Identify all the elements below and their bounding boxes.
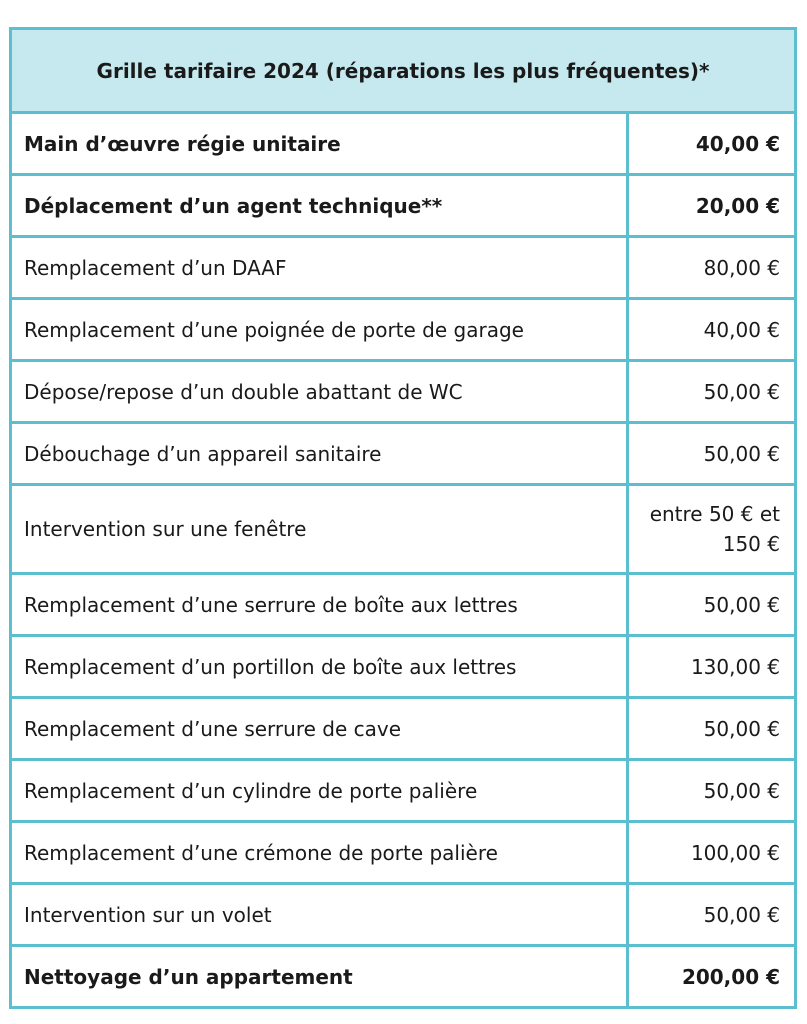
table-row xyxy=(11,946,796,1008)
row-label: Dépose/repose d’un double abattant de WC xyxy=(11,361,628,423)
table-row xyxy=(11,636,796,698)
row-price: 130,00 € xyxy=(628,636,796,698)
table-row xyxy=(11,760,796,822)
row-price: 50,00 € xyxy=(628,574,796,636)
table-row xyxy=(11,361,796,423)
table-row xyxy=(11,884,796,946)
table-row xyxy=(11,113,796,175)
row-price: 40,00 € xyxy=(628,299,796,361)
table-row xyxy=(11,485,796,574)
row-label: Remplacement d’un cylindre de porte palière xyxy=(11,760,628,822)
row-label: Remplacement d’une crémone de porte palière xyxy=(11,822,628,884)
row-price: 50,00 € xyxy=(628,361,796,423)
row-label: Remplacement d’une poignée de porte de garage xyxy=(11,299,628,361)
row-label: Remplacement d’un portillon de boîte aux lettres xyxy=(11,636,628,698)
row-price: entre 50 € et 150 € xyxy=(628,485,796,574)
row-price: 200,00 € xyxy=(628,946,796,1008)
row-price: 50,00 € xyxy=(628,423,796,485)
price-table xyxy=(9,27,797,1009)
row-label: Remplacement d’un DAAF xyxy=(11,237,628,299)
row-price: 50,00 € xyxy=(628,760,796,822)
row-price: 80,00 € xyxy=(628,237,796,299)
row-price: 50,00 € xyxy=(628,884,796,946)
row-label: Nettoyage d’un appartement xyxy=(11,946,628,1008)
row-price: 50,00 € xyxy=(628,698,796,760)
table-header-row xyxy=(11,29,796,113)
table-row xyxy=(11,299,796,361)
row-label: Remplacement d’une serrure de boîte aux lettres xyxy=(11,574,628,636)
table-row xyxy=(11,698,796,760)
row-label: Intervention sur un volet xyxy=(11,884,628,946)
table-row xyxy=(11,175,796,237)
table-row xyxy=(11,423,796,485)
table-row xyxy=(11,574,796,636)
row-label: Intervention sur une fenêtre xyxy=(11,485,628,574)
table-row xyxy=(11,237,796,299)
row-price: 100,00 € xyxy=(628,822,796,884)
row-label: Déplacement d’un agent technique** xyxy=(11,175,628,237)
table-title: Grille tarifaire 2024 (réparations les plus fréquentes)* xyxy=(11,29,796,113)
row-label: Remplacement d’une serrure de cave xyxy=(11,698,628,760)
table-row xyxy=(11,822,796,884)
row-label: Débouchage d’un appareil sanitaire xyxy=(11,423,628,485)
row-price: 20,00 € xyxy=(628,175,796,237)
row-price: 40,00 € xyxy=(628,113,796,175)
row-label: Main d’œuvre régie unitaire xyxy=(11,113,628,175)
